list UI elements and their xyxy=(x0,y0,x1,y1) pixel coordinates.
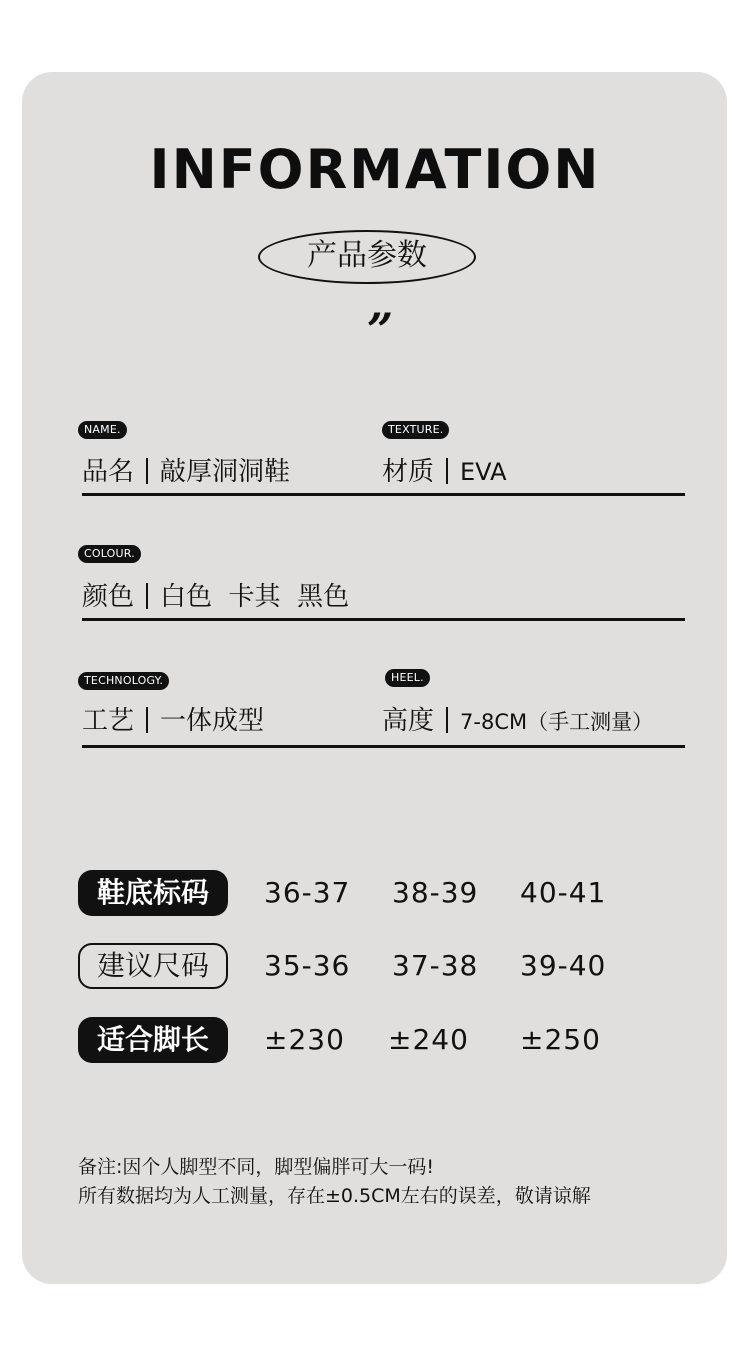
size-cell: 40-41 xyxy=(520,876,607,909)
size-cell: 35-36 xyxy=(264,949,351,982)
colour-label: 颜色 xyxy=(82,582,135,612)
texture-tag: TEXTURE. xyxy=(382,421,449,439)
note-line-1: 备注:因个人脚型不同，脚型偏胖可大一码! xyxy=(78,1156,435,1178)
colour-separator xyxy=(146,583,148,609)
heel-value: 7-8CM（手工测量） xyxy=(460,710,654,734)
size-cell: ±240 xyxy=(388,1023,469,1056)
heel-separator xyxy=(446,707,448,733)
size-cell: 36-37 xyxy=(264,876,351,909)
texture-label: 材质 xyxy=(382,457,435,487)
size-row-label-foot-length: 适合脚长 xyxy=(78,1017,228,1063)
heel-tag: HEEL. xyxy=(385,669,430,687)
heel-label: 高度 xyxy=(382,706,435,736)
size-cell: ±230 xyxy=(264,1023,345,1056)
name-label: 品名 xyxy=(82,457,135,487)
technology-value: 一体成型 xyxy=(160,706,265,736)
name-value: 敲厚洞洞鞋 xyxy=(160,457,291,487)
technology-separator xyxy=(146,707,148,733)
page-title: INFORMATION xyxy=(149,138,601,201)
colour-value: 白色 卡其 黑色 xyxy=(160,582,350,612)
size-cell: 37-38 xyxy=(392,949,479,982)
row-divider-1 xyxy=(82,493,685,496)
section-subtitle-badge: 产品参数 xyxy=(258,230,476,284)
name-field xyxy=(82,455,290,489)
technology-field xyxy=(82,704,264,738)
technology-tag: TECHNOLOGY. xyxy=(78,672,169,690)
texture-separator xyxy=(446,458,448,484)
note-line-2: 所有数据均为人工测量，存在±0.5CM左右的误差，敬请谅解 xyxy=(78,1185,591,1207)
size-cell: 39-40 xyxy=(520,949,607,982)
technology-label: 工艺 xyxy=(82,706,135,736)
colour-field xyxy=(82,580,349,614)
size-row-label-recommended: 建议尺码 xyxy=(78,943,228,989)
size-cell: 38-39 xyxy=(392,876,479,909)
size-cell: ±250 xyxy=(520,1023,601,1056)
row-divider-2 xyxy=(82,618,685,621)
row-divider-3 xyxy=(82,745,685,748)
texture-value: EVA xyxy=(460,458,507,486)
name-tag: NAME. xyxy=(78,421,127,439)
colour-tag: COLOUR. xyxy=(78,545,141,563)
size-row-label-sole: 鞋底标码 xyxy=(78,870,228,916)
quote-mark-icon: ” xyxy=(366,303,394,357)
heel-field xyxy=(382,704,653,739)
texture-field xyxy=(382,455,506,489)
name-separator xyxy=(146,458,148,484)
